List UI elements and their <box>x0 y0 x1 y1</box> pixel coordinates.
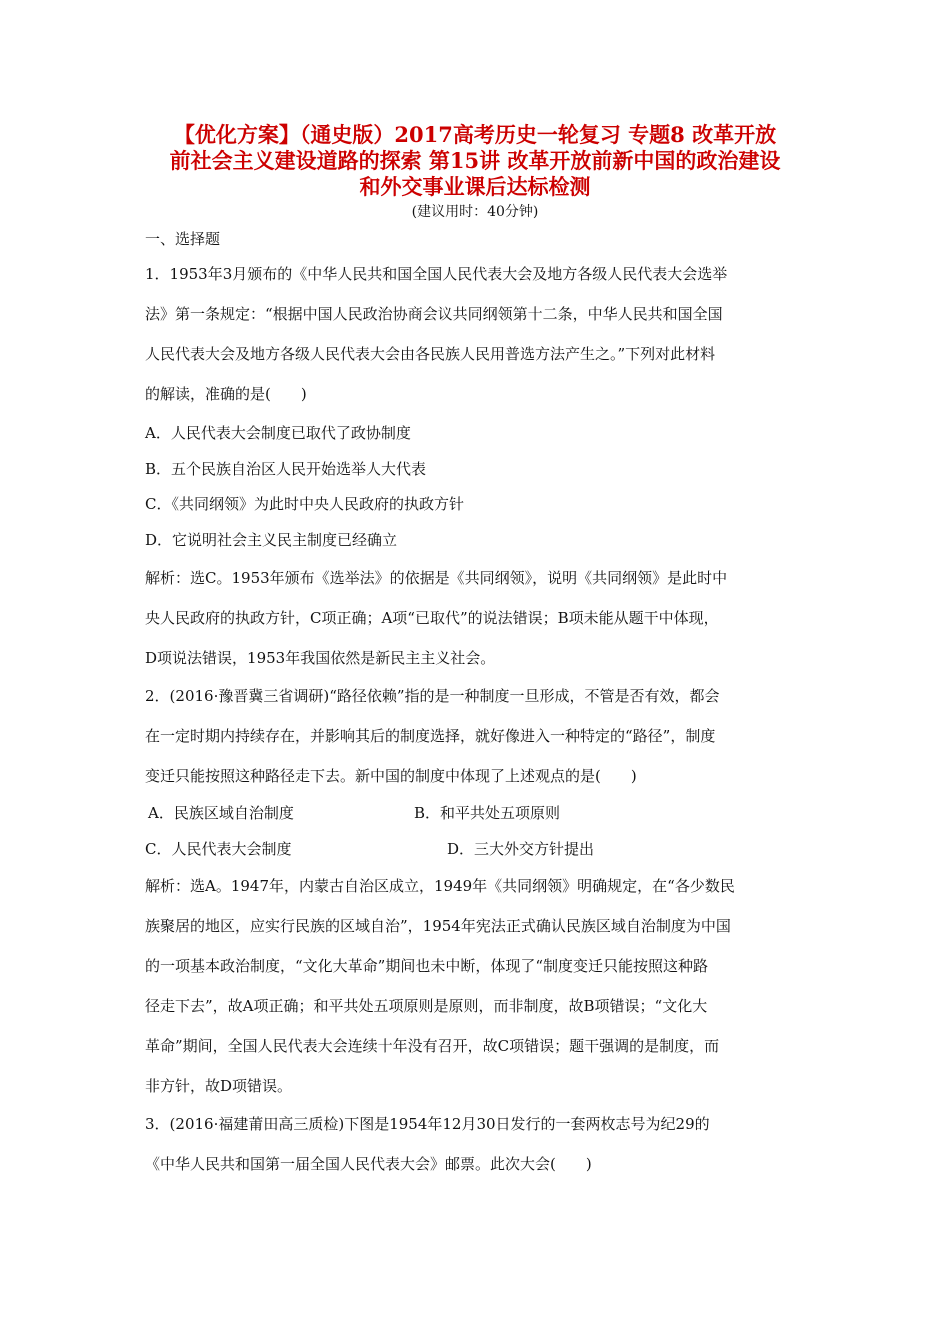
q1-stem-line: 1．1953年3月颁布的《中华人民共和国全国人民代表大会及地方各级人民代表大会选举 <box>145 265 728 283</box>
q1-option-d: D．它说明社会主义民主制度已经确立 <box>145 531 398 549</box>
suggested-time: (建议用时：40分钟) <box>411 204 539 220</box>
q2-option-b: B．和平共处五项原则 <box>414 804 561 822</box>
q2-analysis-line: 革命”期间，全国人民代表大会连续十年没有召开，故C项错误；题干强调的是制度，而 <box>145 1037 720 1055</box>
document-title <box>100 122 850 200</box>
q1-option-b: B．五个民族自治区人民开始选举人大代表 <box>145 460 427 478</box>
q2-analysis-line: 非方针，故D项错误。 <box>145 1077 293 1095</box>
q2-option-c: C．人民代表大会制度 <box>145 840 292 858</box>
title-line: 前社会主义建设道路的探索 第15讲 改革开放前新中国的政治建设 <box>169 148 781 173</box>
q2-stem-line: 2．(2016·豫晋冀三省调研)“路径依赖”指的是一种制度一旦形成，不管是否有效，都会 <box>145 687 720 705</box>
q2-option-d: D．三大外交方针提出 <box>447 840 595 858</box>
title-line: 【优化方案】（通史版）2017高考历史一轮复习 专题8 改革开放 <box>173 122 777 147</box>
q1-stem-line: 人民代表大会及地方各级人民代表大会由各民族人民用普选方法产生之。”下列对此材料 <box>145 345 716 363</box>
q2-analysis-line: 的一项基本政治制度，“文化大革命”期间也未中断，体现了“制度变迁只能按照这种路 <box>145 957 709 975</box>
q1-stem-line: 的解读，准确的是( ) <box>145 385 307 403</box>
q1-option-c: C．《共同纲领》为此时中央人民政府的执政方针 <box>145 495 464 513</box>
q2-analysis-line: 解析：选A。1947年，内蒙古自治区成立，1949年《共同纲领》明确规定，在“各少数民 <box>145 877 735 895</box>
q2-analysis-line: 族聚居的地区，应实行民族的区域自治”，1954年宪法正式确认民族区域自治制度为中国 <box>145 917 731 935</box>
q1-analysis-line: 央人民政府的执政方针，C项正确；A项“已取代”的说法错误；B项未能从题干中体现， <box>145 609 719 627</box>
q1-stem-line: 法》第一条规定：“根据中国人民政治协商会议共同纲领第十二条，中华人民共和国全国 <box>145 305 723 323</box>
q2-option-a: A．民族区域自治制度 <box>148 804 294 822</box>
q2-stem-line: 变迁只能按照这种路径走下去。新中国的制度中体现了上述观点的是( ) <box>145 767 637 785</box>
title-line: 和外交事业课后达标检测 <box>359 174 591 199</box>
q1-option-a: A．人民代表大会制度已取代了政协制度 <box>145 424 411 442</box>
q3-stem-line: 《中华人民共和国第一届全国人民代表大会》邮票。此次大会( ) <box>145 1155 592 1173</box>
q1-analysis-line: 解析：选C。1953年颁布《选举法》的依据是《共同纲领》，说明《共同纲领》是此时中 <box>145 569 728 587</box>
section-heading: 一、选择题 <box>145 230 221 248</box>
q3-stem-line: 3．(2016·福建莆田高三质检)下图是1954年12月30日发行的一套两枚志号为纪29的 <box>145 1115 710 1133</box>
q2-stem-line: 在一定时期内持续存在，并影响其后的制度选择，就好像进入一种特定的“路径”，制度 <box>145 727 716 745</box>
q2-analysis-line: 径走下去”，故A项正确；和平共处五项原则是原则，而非制度，故B项错误；“文化大 <box>145 997 708 1015</box>
q1-analysis-line: D项说法错误，1953年我国依然是新民主主义社会。 <box>145 649 496 667</box>
